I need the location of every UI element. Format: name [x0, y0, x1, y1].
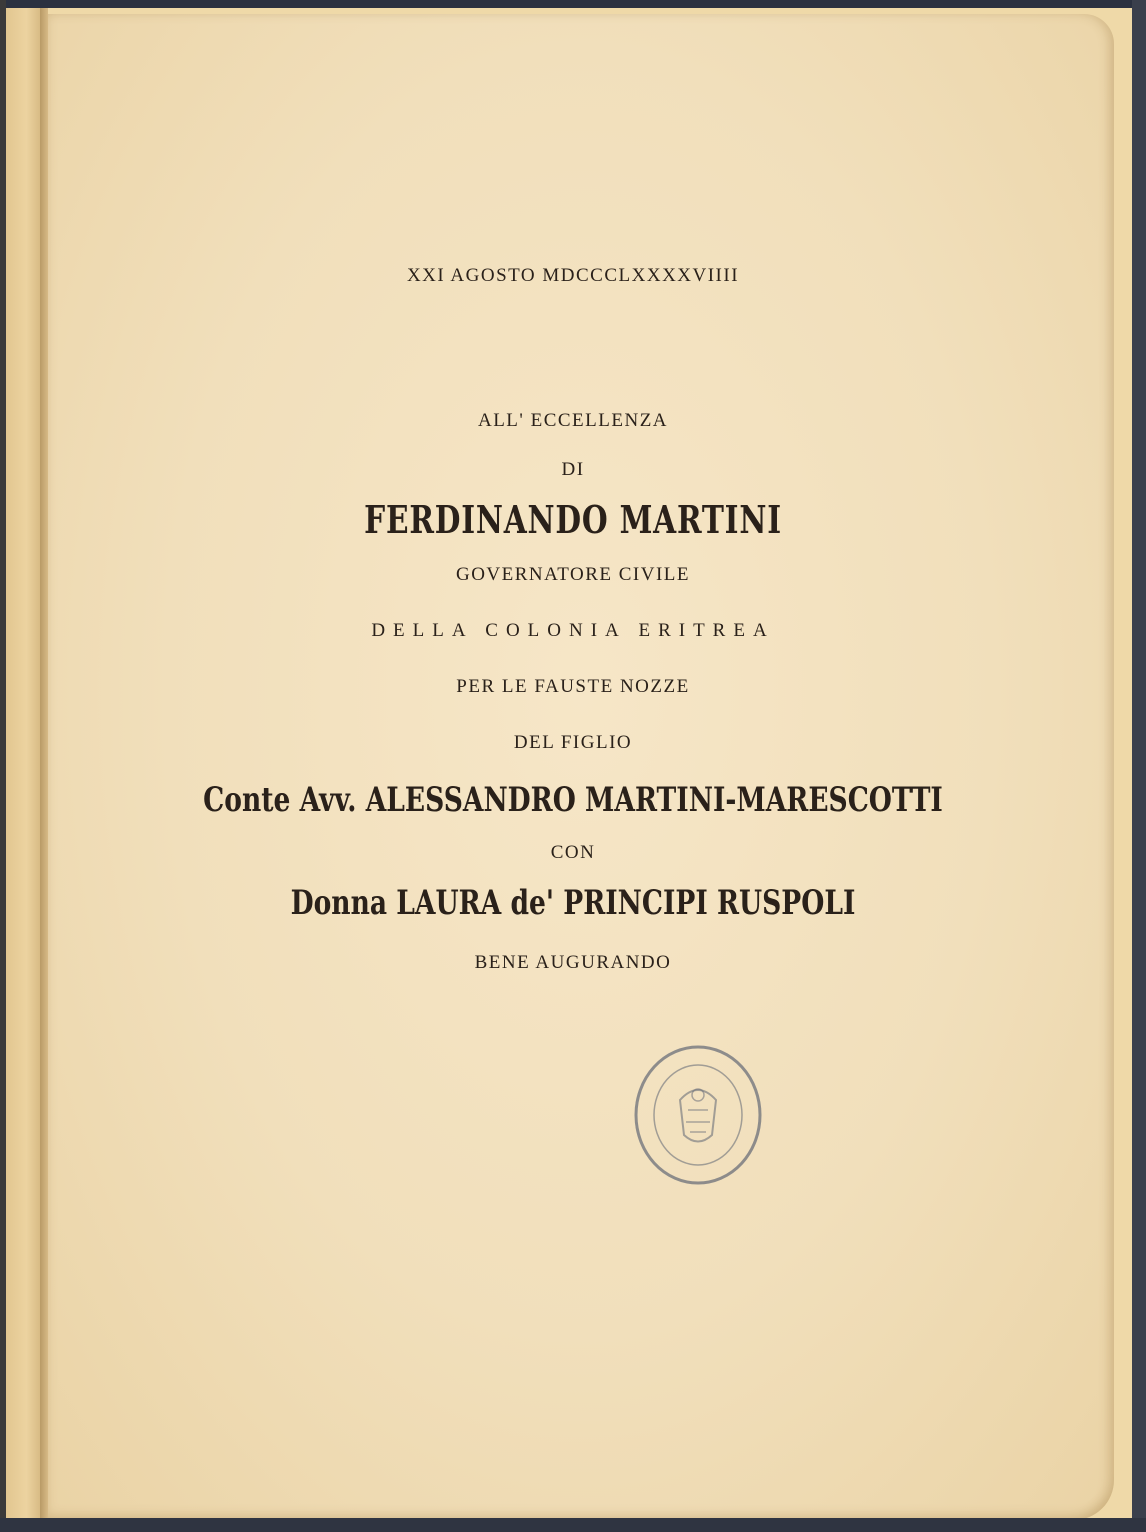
dedication-intro: ALL' ECCELLENZA	[477, 410, 669, 431]
page-sheet	[48, 14, 1114, 1520]
colony-line: DELLA COLONIA ERITREA	[371, 620, 775, 641]
scan-border-right	[1132, 0, 1146, 1532]
occasion-line: PER LE FAUSTE NOZZE	[456, 676, 690, 697]
preposition-di: DI	[561, 459, 585, 480]
scan-border-top	[0, 0, 1146, 8]
scan-border-bottom	[0, 1518, 1146, 1532]
book-spine	[40, 8, 48, 1518]
son-line: DEL FIGLIO	[513, 732, 633, 753]
conjunction-con: CON	[550, 842, 596, 863]
left-page-edge	[6, 8, 40, 1518]
title-line: GOVERNATORE CIVILE	[455, 564, 691, 585]
bride-name: Donna LAURA de' PRINCIPI RUSPOLI	[290, 883, 856, 923]
honoree-name: FERDINANDO MARTINI	[364, 497, 782, 542]
groom-name: Conte Avv. ALESSANDRO MARTINI-MARESCOTTI	[203, 780, 943, 820]
library-stamp-icon	[628, 1040, 768, 1190]
date-line: XXI AGOSTO MDCCCLXXXXVIIII	[406, 265, 740, 286]
closing-line: BENE AUGURANDO	[474, 952, 672, 973]
